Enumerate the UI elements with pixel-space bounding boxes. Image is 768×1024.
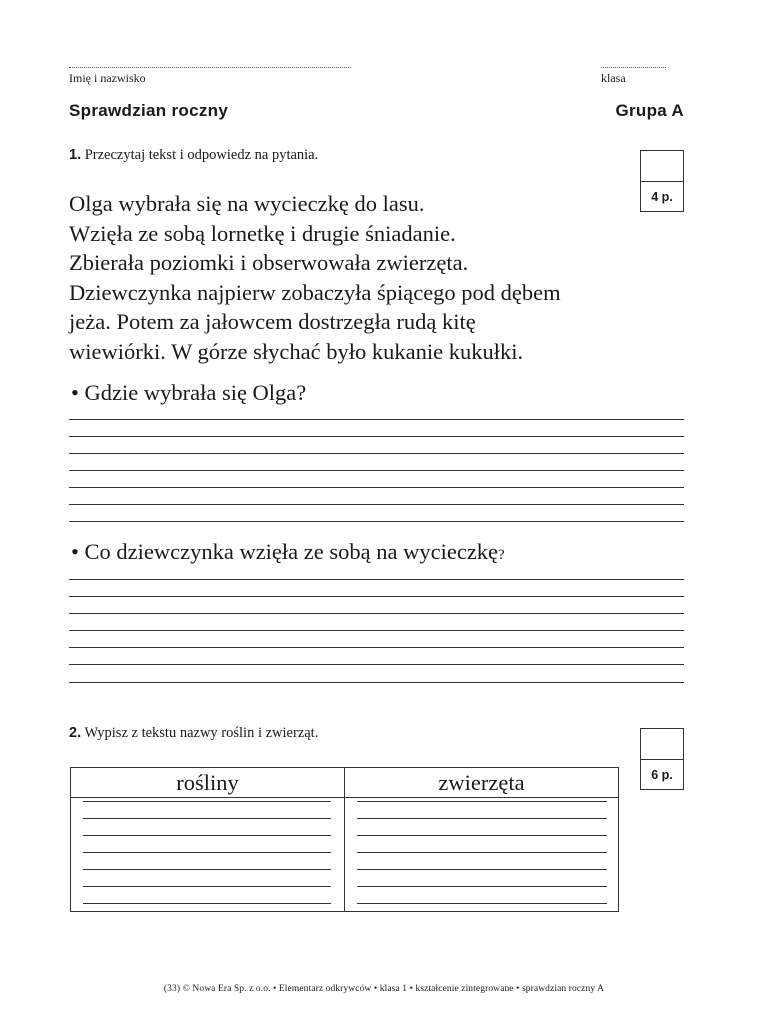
passage-line: Wzięła ze sobą lornetkę i drugie śniadanie. [69,220,456,246]
name-field-dotted-line[interactable] [69,67,351,68]
animals-writing-line[interactable] [357,869,607,870]
answer-line[interactable] [69,647,684,648]
question-2-mark: ? [498,547,505,563]
answer-line[interactable] [69,487,684,488]
animals-writing-line[interactable] [357,903,607,904]
plants-writing-line[interactable] [83,869,331,870]
task2-points-box [640,728,684,790]
page-footer: (33) © Nowa Era Sp. z o.o. • Elementarz odkrywców • klasa 1 • kształcenie zintegrowane • sprawdzian roczny A [163,984,605,994]
name-label: Imię i nazwisko [69,71,146,85]
task2-points-label: 6 p. [651,767,673,782]
answer-line[interactable] [69,436,684,437]
animals-header: zwierzęta [345,768,618,798]
answer-line[interactable] [69,630,684,631]
answer-line[interactable] [69,596,684,597]
plants-writing-line[interactable] [83,835,331,836]
answer-line[interactable] [69,419,684,420]
question-2-text: • Co dziewczynka wzięła ze sobą na wycieczkę [71,539,499,564]
answer-line[interactable] [69,682,684,683]
group-label: Grupa A [615,101,684,120]
passage-line: wiewiórki. W górze słychać było kukanie kukułki. [69,338,524,364]
passage-line: Dziewczynka najpierw zobaczyła śpiącego pod dębem [69,279,561,305]
plants-writing-line[interactable] [83,852,331,853]
page-title: Sprawdzian roczny [69,101,229,120]
passage-line: jeża. Potem za jałowcem dostrzegła rudą kitę [69,309,476,334]
answer-line[interactable] [69,664,684,665]
answer-line[interactable] [69,579,684,580]
question-2 [71,539,505,565]
plants-column [71,768,345,911]
task2-number: 2. [69,725,82,741]
animals-writing-line[interactable] [357,818,607,819]
answer-line[interactable] [69,453,684,454]
animals-column [345,768,618,911]
answer-line[interactable] [69,504,684,505]
animals-writing-line[interactable] [357,835,607,836]
answer-line[interactable] [69,613,684,614]
task2-instruction [69,725,318,742]
task1-score-field[interactable] [641,151,683,182]
reading-passage [69,189,561,366]
class-field-dotted-line[interactable] [601,67,666,68]
answer-line[interactable] [69,521,684,522]
question-1: • Gdzie wybrała się Olga? [71,380,307,405]
passage-line: Olga wybrała się na wycieczkę do lasu. [69,191,425,216]
plants-writing-line[interactable] [83,818,331,819]
class-label: klasa [601,71,626,85]
animals-writing-line[interactable] [357,801,607,802]
plants-writing-line[interactable] [83,801,331,802]
task2-score-field[interactable] [641,729,683,760]
animals-writing-line[interactable] [357,886,607,887]
plants-header: rośliny [71,768,344,798]
task1-number: 1. [69,147,82,163]
animals-writing-line[interactable] [357,852,607,853]
task1-instruction [69,147,318,164]
plants-writing-line[interactable] [83,886,331,887]
answer-line[interactable] [69,470,684,471]
task1-instruction-text: Przeczytaj tekst i odpowiedz na pytania. [84,147,319,163]
task1-points-label: 4 p. [651,189,673,204]
plants-writing-line[interactable] [83,903,331,904]
plants-animals-table [70,767,619,912]
task2-instruction-text: Wypisz z tekstu nazwy roślin i zwierząt. [84,725,319,741]
passage-line: Zbierała poziomki i obserwowała zwierzęta. [69,250,469,275]
task1-points-box [640,150,684,212]
